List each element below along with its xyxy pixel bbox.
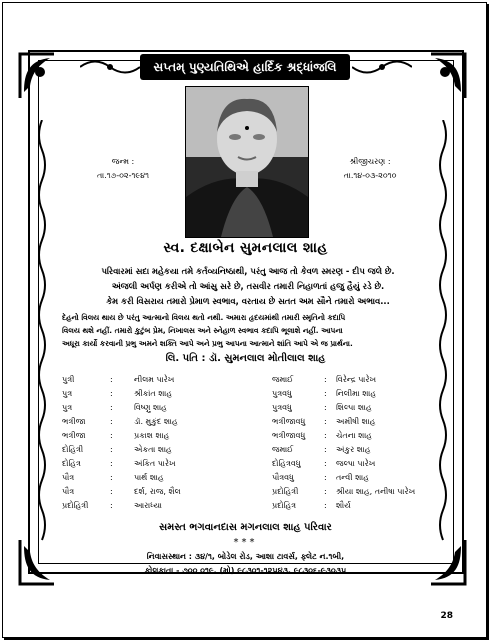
relative-name: પાર્થ શાહ	[134, 473, 164, 482]
relative-name: નીલમ પારેખ	[134, 375, 175, 384]
table-row	[62, 417, 434, 431]
separator: :	[324, 501, 327, 510]
relation-label: જમાઈ	[272, 375, 294, 384]
corner-ornament-top-right	[429, 52, 467, 100]
relation-label: દોહિત્રી	[62, 445, 84, 454]
separator: :	[324, 487, 327, 496]
relative-name: તન્વી શાહ	[336, 473, 369, 482]
tribute-paragraph-line: વિલય થશે નહીં. તમારો કુટુંબ પ્રેમ, નિખાલસ અને સ્નેહાળ સ્વભાવ કદાપિ ભૂલાશે નહીં. આપના	[62, 326, 343, 335]
table-row	[62, 445, 434, 459]
table-row	[62, 459, 434, 473]
poem-line: અંજલી અર્પણ કરીએ તો આંસુ સરે છે, તસવીર તમારી નિહાળતાં હજુ હૈયું રડે છે.	[111, 281, 385, 291]
family-line: સમસ્ત ભગવાનદાસ મગનલાલ શાહ પરિવાર	[159, 522, 332, 533]
relation-label: પૌત્રવધુ	[272, 473, 294, 482]
vine-border-left	[36, 120, 48, 550]
relation-label: ભત્રીજાવધુ	[272, 417, 306, 426]
corner-ornament-top-left	[18, 52, 56, 100]
page-number: 28	[440, 611, 453, 621]
separator: :	[110, 389, 113, 398]
separator: :	[110, 501, 113, 510]
separator: :	[324, 389, 327, 398]
relation-label: દોહિત્રવધુ	[272, 459, 301, 468]
separator: :	[110, 487, 113, 496]
poem-line: પરિવારમાં સદા મહેકયા તમે કર્તવ્યનિષ્ઠાથી, પરંતુ આજ તો કેવળ સ્મરણ - દીપ જલે છે.	[101, 266, 395, 276]
separator: :	[324, 445, 327, 454]
relation-label: દોહિત્ર	[62, 459, 81, 468]
relation-label: ભત્રીજા	[62, 417, 86, 426]
relation-label: જમાઈ	[272, 445, 294, 454]
husband-line: લિ. પતિ : ડૉ. સુમનલાલ મોતીલાલ શાહ	[165, 353, 326, 364]
relative-name: શ્રીકાંત શાહ	[134, 389, 173, 398]
relative-name: ડૉ. મુકુંદ શાહ	[134, 417, 178, 426]
relation-label: પુત્ર	[62, 389, 73, 398]
table-row	[62, 501, 434, 515]
table-row	[62, 473, 434, 487]
separator: :	[324, 417, 327, 426]
relative-name: આરાધ્યા	[134, 501, 162, 510]
separator: :	[110, 459, 113, 468]
separator: :	[110, 445, 113, 454]
separator: :	[110, 431, 113, 440]
relation-label: ભત્રીજાવધુ	[272, 431, 306, 440]
relative-name: ચેતના શાહ	[336, 431, 372, 440]
star-divider: ***	[233, 537, 258, 548]
relative-name: પ્રકાશ શાહ	[134, 431, 170, 440]
table-row	[62, 375, 434, 389]
separator: :	[324, 459, 327, 468]
table-row	[62, 431, 434, 445]
table-row	[62, 487, 434, 501]
table-row	[62, 389, 434, 403]
address-line: નિવાસસ્થાન : ૩૪/૧, બોડેલ રોડ, આશા ટાવર્સ, ફ્લેટ ન.૧બી,	[146, 552, 345, 561]
birth-label: જન્મ :	[111, 157, 135, 166]
relation-label: ભત્રીજા	[62, 431, 86, 440]
relation-label: પુત્રી	[62, 375, 75, 384]
relative-name: અમીષી શાહ	[336, 417, 376, 426]
relation-label: પુત્રવધુ	[272, 389, 292, 398]
death-label: શ્રીજીચરણ :	[349, 157, 391, 166]
separator: :	[110, 403, 113, 412]
separator: :	[324, 431, 327, 440]
relation-label: પૌત્ર	[62, 473, 75, 482]
relation-label: પુત્રવધુ	[272, 403, 292, 412]
separator: :	[324, 375, 327, 384]
deceased-name: સ્વ. દક્ષાબેન સુમનલાલ શાહ	[163, 240, 328, 256]
separator: :	[110, 417, 113, 426]
relative-name: અંકિત પારેખ	[134, 459, 176, 468]
tribute-paragraph-line: અધૂરા કાર્યો કરવાની પ્રભુ અમને શક્તિ આપે અને પ્રભુ આપના આત્માને શાંતિ આપે એ જ પ્રાર્થના.	[62, 339, 353, 348]
vine-border-right	[437, 120, 449, 550]
banner-title: સપ્તમ્ પુણ્યતિથિએ હાર્દિક શ્રદ્ધાંજલિ	[153, 59, 337, 74]
relative-name: વિષ્ણુ શાહ	[134, 403, 167, 412]
portrait-photo	[185, 86, 309, 238]
tribute-paragraph-line: દેહનો વિલય થાય છે પરંતુ આત્માનો વિલય થતો નથી. અમારા હૃદયમાંથી તમારી સ્મૃતિનો કદાપિ	[62, 313, 346, 322]
relative-name: દર્શ, રાજ, શૈલ	[134, 487, 181, 496]
relative-name: જલ્પા પારેખ	[336, 459, 376, 468]
banner-ornament-right	[352, 56, 412, 78]
relative-name: એકતા શાહ	[134, 445, 172, 454]
poem-line: કેમ કરી વિસરાય તમારો પ્રેમાળ સ્વભાવ, વરતાય છે સતત અમ સૌને તમારો અભાવ...	[106, 296, 390, 306]
relative-name: અંકુર શાહ	[336, 445, 371, 454]
separator: :	[110, 375, 113, 384]
relative-name: વિરેન્દ્ર પારેખ	[336, 375, 377, 384]
address-line: કોલકાતા - ૭૦૦ ૦૧૯. (મો) ૯૮૩૦૧-૧૨૫૪૩, ૯૮૩૦૬-૯૩૦૩૫	[144, 566, 347, 575]
relation-label: પુત્ર	[62, 403, 73, 412]
table-row	[62, 403, 434, 417]
relative-name: નિલીમા શાહ	[336, 389, 377, 398]
banner-ornament-left	[80, 56, 140, 78]
title-banner	[140, 54, 350, 80]
relative-name: શ્રીયા શાહ, તનીષા પારેખ	[336, 487, 416, 496]
relative-name: શિલ્પા શાહ	[336, 403, 372, 412]
separator: :	[324, 403, 327, 412]
relation-label: પૌત્ર	[62, 487, 75, 496]
relation-label: પ્રદોહિત્રી	[62, 501, 89, 510]
relation-label: પ્રદોહિત્ર	[272, 501, 297, 510]
relative-name: શૌર્ય	[336, 501, 351, 510]
separator: :	[110, 473, 113, 482]
relation-label: પ્રદોહિત્રી	[272, 487, 299, 496]
birth-date: તા.૧૭-૦૨-૧૯૪૧	[96, 171, 150, 180]
separator: :	[324, 473, 327, 482]
death-date: તા.૧૪-૦૩-૨૦૧૦	[343, 171, 397, 180]
